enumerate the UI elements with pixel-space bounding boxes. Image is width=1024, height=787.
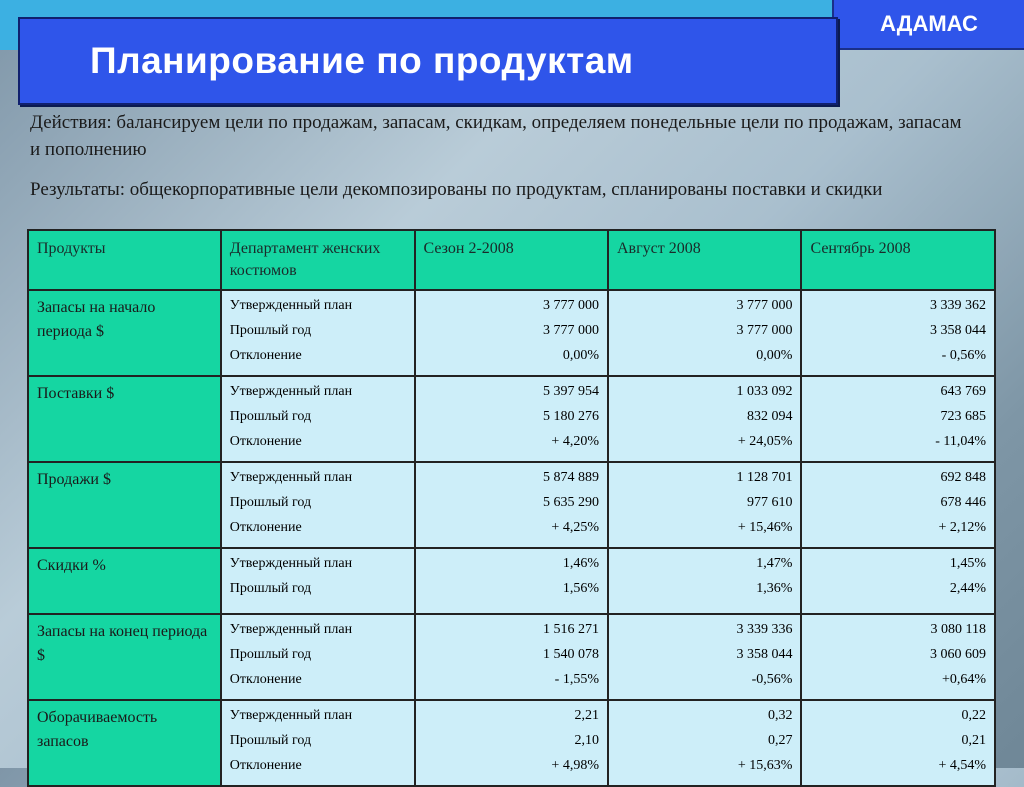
cell-value: 0,27 (767, 733, 793, 748)
table-row (28, 462, 995, 548)
season-values (415, 614, 608, 700)
label-deviation: Отклонение (229, 758, 302, 773)
cell-value: 3 358 044 (930, 323, 986, 338)
product-planning-table (27, 229, 996, 787)
cell-value: 0,00% (756, 348, 793, 363)
september-values (801, 614, 995, 700)
row-labels (221, 548, 415, 614)
label-plan: Утвержденный план (229, 384, 353, 399)
header-season: Сезон 2-2008 (415, 230, 608, 290)
label-plan: Утвержденный план (229, 470, 353, 485)
label-deviation: Отклонение (229, 672, 302, 687)
cell-value: + 15,63% (737, 758, 793, 773)
label-deviation: Отклонение (229, 434, 302, 449)
cell-value: 1 033 092 (736, 384, 793, 399)
cell-value: + 4,20% (551, 434, 599, 449)
label-last-year: Прошлый год (229, 409, 312, 424)
cell-value: 5 180 276 (542, 409, 599, 424)
cell-value: -0,56% (751, 672, 793, 687)
label-last-year: Прошлый год (229, 581, 312, 596)
cell-value: 678 446 (940, 495, 986, 510)
cell-value: 1 540 078 (542, 647, 599, 662)
august-values (608, 700, 801, 786)
row-labels (221, 700, 415, 786)
cell-value: - 11,04% (935, 434, 986, 449)
cell-value: 1,56% (562, 581, 599, 596)
brand-logo: АДАМАС (832, 0, 1024, 50)
september-values (801, 290, 995, 376)
table-row (28, 290, 995, 376)
season-values (415, 290, 608, 376)
september-values (801, 700, 995, 786)
table-row (28, 700, 995, 786)
september-values (801, 462, 995, 548)
august-values (608, 614, 801, 700)
row-labels (221, 290, 415, 376)
cell-value: 3 777 000 (736, 298, 793, 313)
cell-value: 3 080 118 (930, 622, 986, 637)
cell-value: 643 769 (940, 384, 986, 399)
cell-value: 0,32 (767, 708, 793, 723)
cell-value: + 4,98% (551, 758, 599, 773)
cell-value: 1,46% (562, 556, 599, 571)
cell-value: 3 339 362 (930, 298, 986, 313)
product-name: Запасы на начало периода $ (28, 290, 221, 376)
actions-text: Действия: балансируем цели по продажам, запасам, скидкам, определяем понедельные цели по продажам, запасам и пополнению (30, 112, 962, 160)
september-values (801, 548, 995, 614)
product-name: Продажи $ (28, 462, 221, 548)
label-plan: Утвержденный план (229, 708, 353, 723)
row-labels (221, 614, 415, 700)
cell-value: 3 358 044 (736, 647, 793, 662)
title-banner (18, 17, 838, 105)
cell-value: 1,47% (756, 556, 793, 571)
label-plan: Утвержденный план (229, 622, 353, 637)
cell-value: - 1,55% (554, 672, 599, 687)
cell-value: 0,21 (961, 733, 986, 748)
label-plan: Утвержденный план (229, 298, 353, 313)
header-department: Департамент женских костюмов (221, 230, 415, 290)
cell-value: 723 685 (940, 409, 986, 424)
cell-value: 832 094 (746, 409, 793, 424)
august-values (608, 462, 801, 548)
row-labels (221, 462, 415, 548)
season-values (415, 700, 608, 786)
cell-value: + 4,25% (551, 520, 599, 535)
cell-value: 5 397 954 (542, 384, 599, 399)
season-values (415, 376, 608, 462)
product-name: Оборачиваемость запасов (28, 700, 221, 786)
cell-value: 1 128 701 (736, 470, 793, 485)
cell-value: 0,00% (562, 348, 599, 363)
cell-value: 977 610 (746, 495, 793, 510)
product-name: Запасы на конец периода $ (28, 614, 221, 700)
table-row (28, 614, 995, 700)
cell-value: + 15,46% (737, 520, 793, 535)
cell-value: + 24,05% (737, 434, 793, 449)
label-last-year: Прошлый год (229, 733, 312, 748)
cell-value: 2,10 (574, 733, 599, 748)
cell-value: 3 777 000 (542, 298, 599, 313)
label-last-year: Прошлый год (229, 323, 312, 338)
header-products: Продукты (28, 230, 221, 290)
august-values (608, 548, 801, 614)
cell-value: 2,44% (949, 581, 986, 596)
label-last-year: Прошлый год (229, 495, 312, 510)
page-title: Планирование по продуктам (90, 40, 634, 81)
label-deviation: Отклонение (229, 348, 302, 363)
label-last-year: Прошлый год (229, 647, 312, 662)
cell-value: 1,36% (756, 581, 793, 596)
cell-value: - 0,56% (941, 348, 986, 363)
cell-value: + 2,12% (938, 520, 986, 535)
cell-value: 3 777 000 (736, 323, 793, 338)
cell-value: 692 848 (940, 470, 986, 485)
header-august: Август 2008 (608, 230, 801, 290)
season-values (415, 462, 608, 548)
table-row (28, 548, 995, 614)
label-plan: Утвержденный план (229, 556, 353, 571)
august-values (608, 376, 801, 462)
cell-value: 3 777 000 (542, 323, 599, 338)
cell-value: 3 339 336 (736, 622, 793, 637)
cell-value: 2,21 (574, 708, 599, 723)
cell-value: 0,22 (961, 708, 986, 723)
cell-value: +0,64% (941, 672, 986, 687)
header-september: Сентябрь 2008 (801, 230, 995, 290)
august-values (608, 290, 801, 376)
row-labels (221, 376, 415, 462)
product-name: Поставки $ (28, 376, 221, 462)
september-values (801, 376, 995, 462)
cell-value: + 4,54% (938, 758, 986, 773)
results-text: Результаты: общекорпоративные цели декомпозированы по продуктам, спланированы поставки и скидки (30, 179, 883, 200)
label-deviation: Отклонение (229, 520, 302, 535)
product-name: Скидки % (28, 548, 221, 614)
table-row (28, 376, 995, 462)
cell-value: 1 516 271 (542, 622, 599, 637)
season-values (415, 548, 608, 614)
cell-value: 5 874 889 (542, 470, 599, 485)
cell-value: 3 060 609 (930, 647, 986, 662)
table-header-row (28, 230, 995, 290)
cell-value: 5 635 290 (542, 495, 599, 510)
cell-value: 1,45% (949, 556, 986, 571)
